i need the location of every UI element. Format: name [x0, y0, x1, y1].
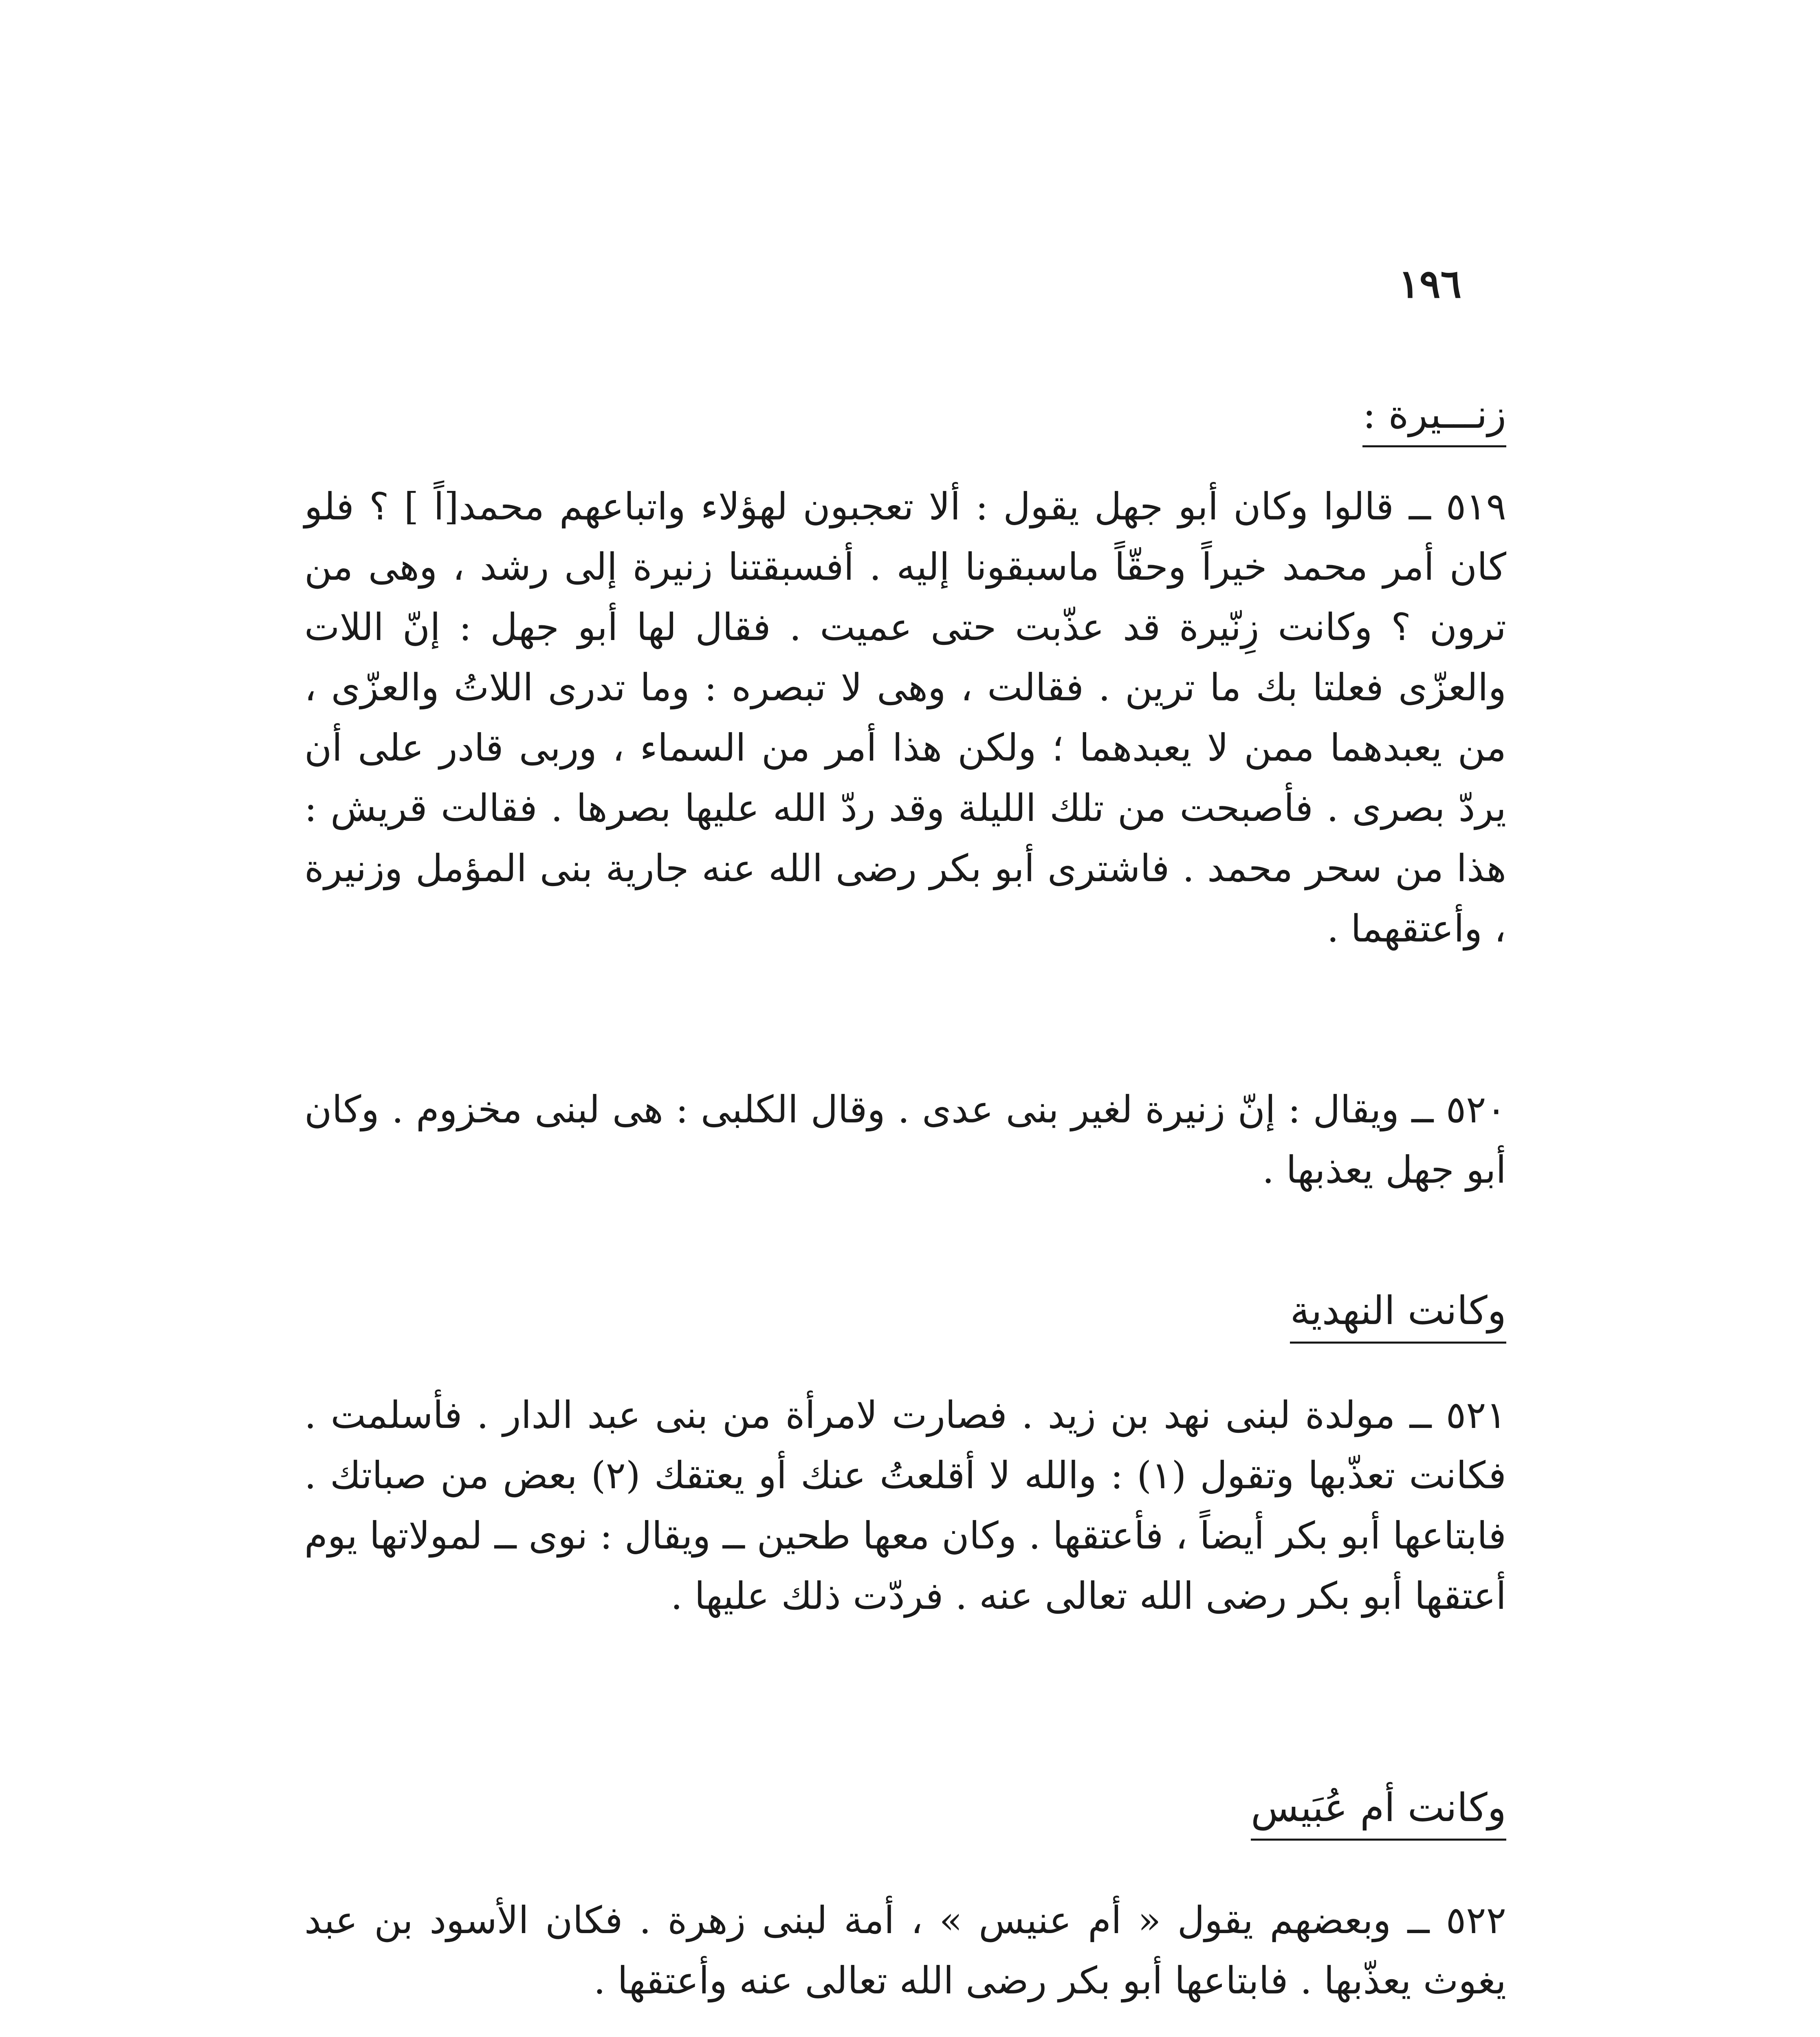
page-number: ١٩٦: [1398, 261, 1461, 307]
section-heading-zinnira: زنـــيرة :: [1362, 391, 1506, 447]
section-heading-nahdiyya: وكانت النهدية: [1290, 1287, 1506, 1344]
paragraph-519: ٥١٩ ــ قالوا وكان أبو جهل يقول : ألا تعجبون لهؤلاء واتباعهم محمد[اً ] ؟ فلو كان أمر محمد خيراً وحقّاً ماسبقونا إليه . أفسبقتنا زنيرة إلى رشد ، وهى من ترون ؟ وكانت زِنّيرة قد عذّبت حتى عميت . فقال لها أبو جهل : إنّ اللات والعزّى فعلتا بك ما ترين . فقالت ، وهى لا تبصره : وما تدرى اللاتُ والعزّى ، من يعبدهما ممن لا يعبدهما ؛ ولكن هذا أمر من السماء ، وربى قادر على أن يردّ بصرى . فأصبحت من تلك الليلة وقد ردّ الله عليها بصرها . فقالت قريش : هذا من سحر محمد . فاشترى أبو بكر رضى الله عنه جارية بنى المؤمل وزنيرة ، وأعتقهما .: [304, 485, 1506, 950]
section-heading-umm-ubays: وكانت أم عُبَيس: [1251, 1784, 1506, 1841]
paragraph-522: ٥٢٢ ــ وبعضهم يقول « أم عنيس » ، أمة لبنى زهرة . فكان الأسود بن عبد يغوث يعذّبها . فابتاعها أبو بكر رضى الله تعالى عنه وأعتقها .: [304, 1898, 1506, 2002]
paragraph-521: ٥٢١ ــ مولدة لبنى نهد بن زيد . فصارت لامرأة من بنى عبد الدار . فأسلمت . فكانت تعذّبها وتقول (١) : والله لا أقلعتُ عنك أو يعتقك (٢) بعض من صباتك . فابتاعها أبو بكر أيضاً ، فأعتقها . وكان معها طحين ــ ويقال : نوى ــ لمولاتها يوم أعتقها أبو بكر رضى الله تعالى عنه . فردّت ذلك عليها .: [304, 1393, 1506, 1618]
paragraph-520: ٥٢٠ ــ ويقال : إنّ زنيرة لغير بنى عدى . وقال الكلبى : هى لبنى مخزوم . وكان أبو جهل يعذبها .: [304, 1088, 1506, 1192]
